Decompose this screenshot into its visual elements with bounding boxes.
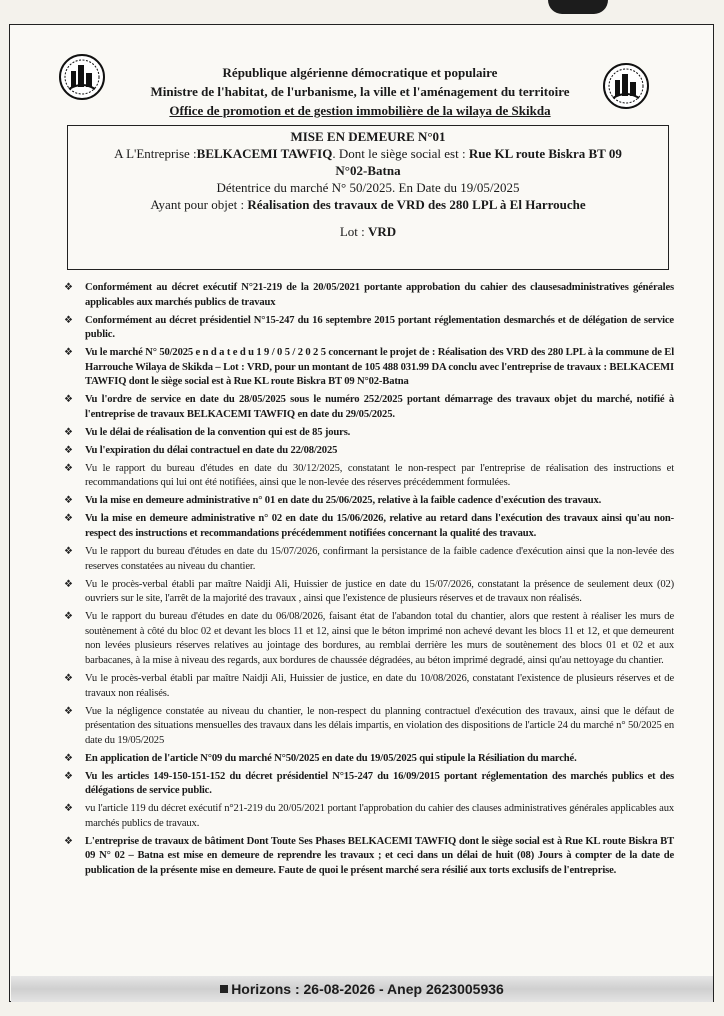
list-item-text: Vu la mise en demeure administrative n° 02 en date du 15/06/2026, relative au retard dans l'exécution des travaux ainsi qu'au non-respect des instructions et recommandations précédemment notifiées concernant la qualité des travaux. (85, 513, 674, 540)
list-item (62, 545, 674, 574)
list-item (62, 314, 674, 343)
list-item (62, 672, 674, 701)
diamond-bullet-icon: ❖ (64, 394, 73, 406)
list-item (62, 578, 674, 607)
list-item-text: Vu le rapport du bureau d'études en date du 15/07/2026, confirmant la persistance de la faible cadence d'exécution ainsi que la non-levée des reserves constatées au niveau du chantier. (85, 546, 674, 572)
list-item-text: Vu la mise en demeure administrative n° 01 en date du 25/06/2025, relative à la faible cadence d'exécution des travaux. (85, 495, 602, 507)
diamond-bullet-icon: ❖ (64, 705, 73, 717)
list-item (62, 752, 674, 767)
publication-footer (11, 976, 713, 1002)
object-prefix: Ayant pour objet : (150, 197, 248, 212)
notice-recipient-line (68, 145, 668, 162)
list-item (62, 444, 674, 459)
list-item (62, 346, 674, 390)
list-item (62, 462, 674, 491)
list-item-text: Vu le rapport du bureau d'études en date du 06/08/2026, faisant état de l'abandon total du chantier, alors que restent à réaliser les murs de soutènement à côté du bloc 02 et devant les blocs 11 et 12, ainsi que le béton imprimé non achevé devant les blocs 11 et 12, et que demeurent non levées plusieurs réserves relatives au jointage des bordures, au remblai derrière les murs de soutènement des blocs 01 et 02 et aux barbacanes, à la mise à niveau des regards, aux bordures de chaussée dégradées, au béton imprimé degradé, ainsi qu'au nettoyage du chantier. (85, 611, 674, 666)
square-bullet-icon (220, 985, 228, 993)
diamond-bullet-icon: ❖ (64, 347, 73, 359)
diamond-bullet-icon: ❖ (64, 803, 73, 815)
list-item (62, 512, 674, 541)
object-line (68, 196, 668, 213)
list-item (62, 610, 674, 668)
diamond-bullet-icon: ❖ (64, 495, 73, 507)
list-item-text: vu l'article 119 du décret exécutif n°21-219 du 20/05/2021 portant l'approbation du cahier des clauses administratives générales applicables aux marchés publics de travaux. (85, 803, 674, 829)
list-item-text: Vu le marché N° 50/2025 e n d a t e d u 1 9 / 0 5 / 2 0 2 5 concernant le projet de : Réalisation des VRD des 280 LPL à la commune de El Harrouche Wilaya de Skikda – Lot : VRD, pour un montant de 105 488 031.99 DA conclu avec l'entreprise de travaux : BELKACEMI TAWFIQ dont le siège social est à Rue KL route Biskra BT 09 N°02-Batna (85, 347, 674, 388)
office-line: Office de promotion et de gestion immobilière de la wilaya de Skikda (169, 103, 551, 118)
recipient-address-cont: N°02-Batna (335, 163, 401, 178)
recipient-address: Rue KL route Biskra BT 09 (468, 146, 622, 161)
market-line: Détentrice du marché N° 50/2025. En Date du 19/05/2025 (216, 180, 520, 195)
list-item-text: L'entreprise de travaux de bâtiment Dont Toute Ses Phases BELKACEMI TAWFIQ dont le siège social est à Rue KL route Biskra BT 09 N° 02 – Batna est mise en demeure de reprendre les travaux ; et ceci dans un délai de huit (08) Jours à compter de la date de publication de la présente mise en demeure. Faute de quoi le présent marché sera résilié aux torts exclusifs de l'entreprise. (85, 835, 674, 877)
diamond-bullet-icon: ❖ (64, 444, 73, 456)
notice-box (67, 125, 669, 270)
list-item-text: Vu le procès-verbal établi par maître Naidji Ali, Huissier de justice, en date du 10/08/2026, constatant l'existence de plusieurs réserves et de travaux non réalisés. (85, 672, 674, 699)
diamond-bullet-icon: ❖ (64, 752, 73, 764)
lot-value: VRD (368, 224, 397, 239)
list-item-text: Vu les articles 149-150-151-152 du décret présidentiel N°15-247 du 16/09/2015 portant réglementation des marchés publics et des délégations de service public. (85, 770, 674, 797)
list-item-text: Conformément au décret présidentiel N°15-247 du 16 septembre 2015 portant réglementation desmarchés et de délégation de service public. (85, 314, 674, 341)
notice-title: MISE EN DEMEURE N°01 (290, 129, 446, 144)
recipient-prefix: A L'Entreprise : (114, 146, 197, 161)
diamond-bullet-icon: ❖ (64, 770, 73, 782)
diamond-bullet-icon: ❖ (64, 462, 73, 474)
list-item-text: En application de l'article N°09 du marché N°50/2025 en date du 19/05/2025 qui stipule la Résiliation du marché. (85, 752, 577, 764)
recipient-mid: . Dont le siège social est : (332, 146, 469, 161)
footer-text: Horizons : 26-08-2026 - Anep 2623005936 (231, 981, 504, 997)
lot-line (68, 223, 668, 240)
list-item-text: Vu le rapport du bureau d'études en date du 30/12/2025, constatant le non-respect par l'entreprise de réalisation des instructions et recommandations qui lui ont été notifiées, ainsi que le non-levée des réserves précédemment formulées. (85, 462, 674, 489)
list-item (62, 770, 674, 799)
diamond-bullet-icon: ❖ (64, 835, 73, 847)
list-item-text: Vu le procès-verbal établi par maître Naidji Ali, Huissier de justice en date du 15/07/2026, constatant la présence de seulement deux (02) ouvriers sur le site, l'arrêt de la majorité des travaux , ainsi que l'existence de plusieurs réserves et de travaux non réalisés. (85, 578, 674, 605)
list-item (62, 494, 674, 509)
list-item-text: Vue la négligence constatée au niveau du chantier, le non-respect du planning contractuel d'exécution des travaux, ainsi que le défaut de présentation des situations mensuelles des travaux dans les délais impartis, en violation des dispositions de l'article 24 du marché n° 50/2025 en date du 19/05/2025 (85, 705, 674, 746)
object-value: Réalisation des travaux de VRD des 280 LPL à El Harrouche (247, 197, 586, 212)
recipient-name: BELKACEMI TAWFIQ (196, 146, 333, 161)
diamond-bullet-icon: ❖ (64, 672, 73, 684)
scan-artifact (548, 0, 608, 14)
diamond-bullet-icon: ❖ (64, 314, 73, 326)
diamond-bullet-icon: ❖ (64, 282, 73, 293)
considerations-list (62, 281, 674, 882)
list-item (62, 281, 674, 310)
list-item-text: Vu l'ordre de service en date du 28/05/2025 sous le numéro 252/2025 portant démarrage des travaux objet du marché, notifié à l'entreprise de travaux BELKACEMI TAWFIQ en date du 29/05/2025. (85, 394, 674, 420)
diamond-bullet-icon: ❖ (64, 611, 73, 623)
list-item-text: Vu le délai de réalisation de la convention qui est de 85 jours. (85, 426, 351, 438)
ministry-line: Ministre de l'habitat, de l'urbanisme, la ville et l'aménagement du territoire (150, 84, 570, 99)
diamond-bullet-icon: ❖ (64, 578, 73, 590)
opgi-logo-icon (58, 53, 106, 101)
document-header (100, 63, 620, 120)
list-item (62, 835, 674, 879)
notice-page (9, 24, 714, 1002)
list-item (62, 705, 674, 749)
list-item (62, 426, 674, 441)
lot-label: Lot : (339, 224, 368, 239)
list-item (62, 802, 674, 831)
diamond-bullet-icon: ❖ (64, 426, 73, 438)
republic-line: République algérienne démocratique et populaire (222, 65, 498, 80)
diamond-bullet-icon: ❖ (64, 513, 73, 525)
list-item-text: Vu l'expiration du délai contractuel en date du 22/08/2025 (85, 444, 338, 456)
diamond-bullet-icon: ❖ (64, 546, 73, 558)
list-item (62, 393, 674, 422)
list-item-text: Conformément au décret exécutif N°21-219 de la 20/05/2021 portante approbation du cahier des clausesadministratives générales applicables aux marchés publics de travaux (85, 282, 674, 308)
